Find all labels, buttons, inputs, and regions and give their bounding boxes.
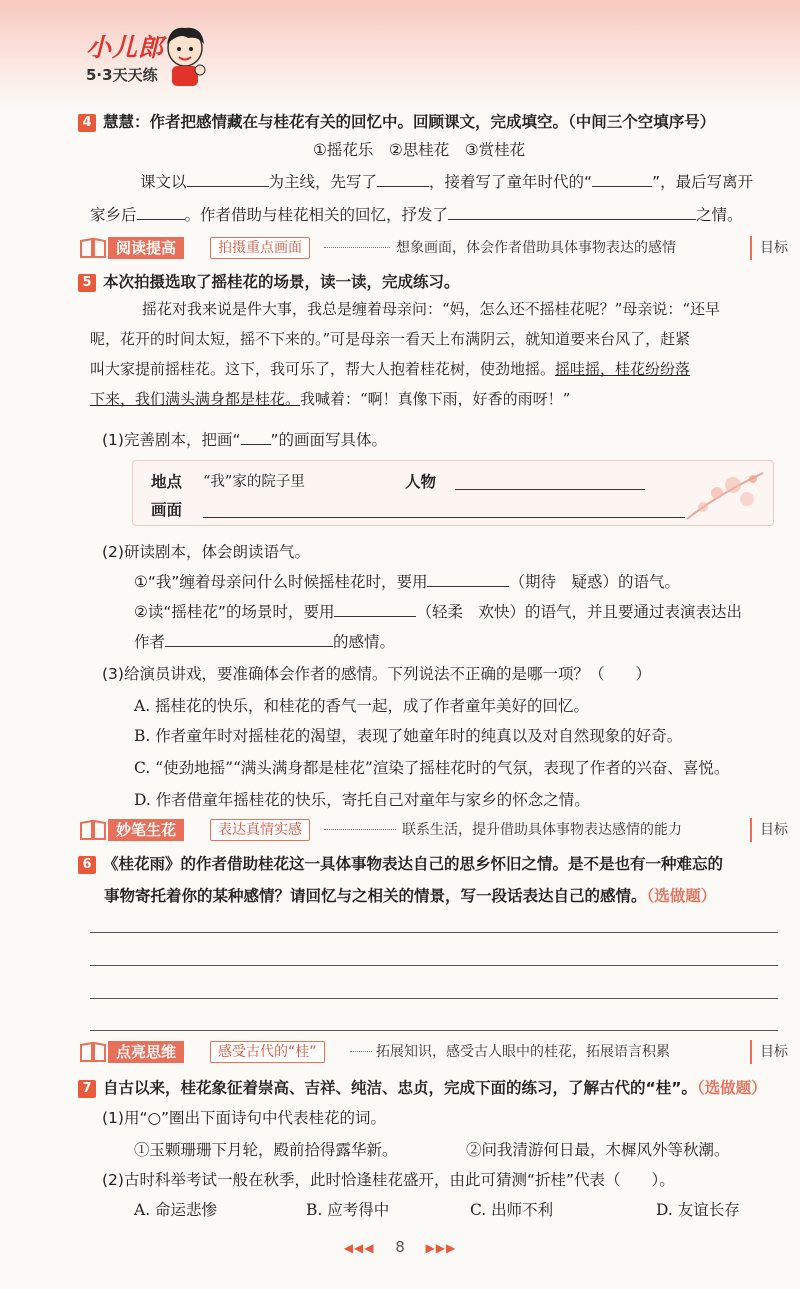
page-number: 8 [395, 1238, 405, 1256]
q5-sub-1: (1)完善剧本，把画“ ”的画面写具体。 [102, 431, 388, 449]
card-people-label: 人物 [405, 473, 437, 491]
q5-tone-blank-2[interactable] [334, 601, 416, 617]
section-thinking-target: 拓展知识，感受古人眼中的桂花，拓展语言积累 [376, 1044, 670, 1060]
q5-sub-2-3: 作者 的感情。 [134, 633, 396, 651]
q5-option-a[interactable]: A. 摇桂花的快乐，和桂花的香气一起，成了作者童年美好的回忆。 [134, 697, 590, 715]
q7-option-c[interactable]: C. 出师不利 [470, 1201, 554, 1219]
q6-prompt-2: 事物寄托着你的某种感情？请回忆与之相关的情景，写一段话表达自己的感情。（选做题） [104, 887, 717, 905]
q4-prompt: 4 慧慧：作者把感情藏在与桂花有关的回忆中。回顾课文，完成填空。（中间三个空填序号） [78, 110, 715, 132]
section-reading-goal: 目标 [750, 236, 788, 260]
q7-sub-1: (1)用“○”圈出下面诗句中代表桂花的词。 [102, 1109, 387, 1127]
card-place-label: 地点 [151, 473, 183, 491]
q6-answer-line-4[interactable] [90, 1030, 778, 1031]
section-thinking [78, 1040, 788, 1064]
q4-blank-4[interactable] [137, 204, 185, 220]
q7-poem-1[interactable]: ①玉颗珊珊下月轮，殿前拾得露华新。 [134, 1141, 398, 1159]
q5-passage: 摇花对我来说是件大事，我总是缠着母亲问：“妈，怎么还不摇桂花呢？”母亲说：“还早 呢，花开的时间太短，摇不下来的。”可是母亲一看天上布满阴云，就知道要来台风了，赶紧 叫大家提前摇桂花。这下，我可乐了，帮大人抱着桂花树，使劲地摇。摇哇摇，桂花纷纷落 下来，我们满头满身都是桂花。我喊着：“啊！真像下雨，好香的雨呀！” [90, 300, 721, 408]
section-thinking-goal: 目标 [750, 1040, 788, 1064]
q7-sub-2: (2)古时科举考试一般在秋季，此时恰逢桂花盛开，由此可猜测“折桂”代表（ ）。 [102, 1171, 675, 1189]
osmanthus-branch-icon [677, 465, 767, 521]
q5-option-c[interactable]: C. “使劲地摇”“满头满身都是桂花”渲染了摇桂花时的气氛，表现了作者的兴奋、喜悦。 [134, 759, 730, 777]
q5-sub-2-2: ②读“摇桂花”的场景时，要用 （轻柔 欢快）的语气，并且要通过表演表达出 [134, 603, 742, 621]
q7-number: 7 [78, 1080, 96, 1098]
section-reading [78, 236, 788, 260]
q4-options: ①摇花乐 ②思桂花 ③赏桂花 [313, 141, 526, 159]
q4-number: 4 [78, 114, 96, 132]
next-arrows-icon: ▶▶▶ [425, 1241, 457, 1255]
q4-blank-1[interactable] [187, 171, 269, 187]
q7-poem-2[interactable]: ②问我清游何日最，木樨风外等秋潮。 [466, 1141, 730, 1159]
mascot-icon [158, 22, 212, 88]
q6-answer-line-3[interactable] [90, 998, 778, 999]
q7-option-d[interactable]: D. 友谊长存 [656, 1201, 740, 1219]
q5-prompt: 5 本次拍摄选取了摇桂花的场景，读一读，完成练习。 [78, 270, 460, 292]
page-footer [0, 1238, 800, 1256]
section-writing-tag: 妙笔生花 [108, 819, 184, 841]
card-scene-blank[interactable] [203, 517, 685, 518]
book-icon [78, 236, 108, 260]
q5-feeling-blank[interactable] [165, 631, 333, 647]
script-card [132, 460, 774, 526]
q5-tone-blank-1[interactable] [427, 571, 509, 587]
q5-underlined-1: 摇哇摇，桂花纷纷落 [555, 360, 691, 378]
section-writing-sub: 表达真情实感 [210, 819, 310, 841]
q5-option-b[interactable]: B. 作者童年时对摇桂花的渴望，表现了她童年时的纯真以及对自然现象的好奇。 [134, 727, 683, 745]
q4-fill-line-1: 课文以 为主线，先写了 ，接着写了童年时代的“ ”，最后写离开 [140, 173, 754, 191]
section-thinking-tag: 点亮思维 [108, 1041, 184, 1063]
section-writing-dots [324, 829, 396, 830]
section-reading-tag: 阅读提高 [108, 237, 184, 259]
q7-prompt: 7 自古以来，桂花象征着崇高、吉祥、纯洁、忠贞，完成下面的练习，了解古代的“桂”。（选做题） [78, 1076, 767, 1098]
q6-optional-note: （选做题） [646, 887, 717, 905]
section-writing-goal: 目标 [750, 818, 788, 842]
card-scene-label: 画面 [151, 501, 183, 519]
section-writing-target: 联系生活，提升借助具体事物表达感情的能力 [402, 822, 682, 838]
section-writing [78, 818, 788, 842]
q4-blank-5[interactable] [448, 204, 696, 220]
q5-underlined-2: 下来，我们满头满身都是桂花。 [90, 390, 301, 408]
prev-arrows-icon: ◀◀◀ [343, 1241, 375, 1255]
section-thinking-dots [350, 1051, 372, 1052]
brand-series: 5·3天天练 [86, 66, 158, 84]
q4-blank-3[interactable] [592, 171, 652, 187]
q4-fill-line-2: 家乡后 。作者借助与桂花相关的回忆，抒发了 之情。 [90, 206, 743, 224]
section-thinking-sub: 感受古代的“桂” [210, 1041, 325, 1063]
card-place-value: “我”家的院子里 [203, 474, 305, 490]
section-reading-sub: 拍摄重点画面 [210, 237, 310, 259]
section-reading-target: 想象画面，体会作者借助具体事物表达的感情 [396, 240, 676, 256]
q7-option-b[interactable]: B. 应考得中 [306, 1201, 390, 1219]
book-icon [78, 1040, 108, 1064]
q7-option-a[interactable]: A. 命运悲惨 [134, 1201, 218, 1219]
section-reading-dots [324, 247, 390, 248]
q5-sub-3: (3)给演员讲戏，要准确体会作者的感情。下列说法不正确的是哪一项？（ ） [102, 665, 651, 683]
q6-prompt-1: 6 《桂花雨》的作者借助桂花这一具体事物表达自己的思乡怀旧之情。是不是也有一种难忘的 [78, 852, 723, 874]
q5-number: 5 [78, 274, 96, 292]
q5-option-d[interactable]: D. 作者借童年摇桂花的快乐，寄托自己对童年与家乡的怀念之情。 [134, 791, 590, 809]
card-people-blank[interactable] [455, 489, 645, 490]
book-icon [78, 818, 108, 842]
q5-sub-2: (2)研读剧本，体会朗读语气。 [102, 543, 310, 561]
q6-number: 6 [78, 856, 96, 874]
q5-sub-2-1: ①“我”缠着母亲问什么时候摇桂花时，要用 （期待 疑惑）的语气。 [134, 573, 680, 591]
q6-answer-line-2[interactable] [90, 965, 778, 966]
brand-logo-text: 小儿郎 [86, 33, 165, 62]
q7-optional-note: （选做题） [696, 1079, 767, 1097]
q6-answer-line-1[interactable] [90, 932, 778, 933]
q4-blank-2[interactable] [377, 171, 429, 187]
